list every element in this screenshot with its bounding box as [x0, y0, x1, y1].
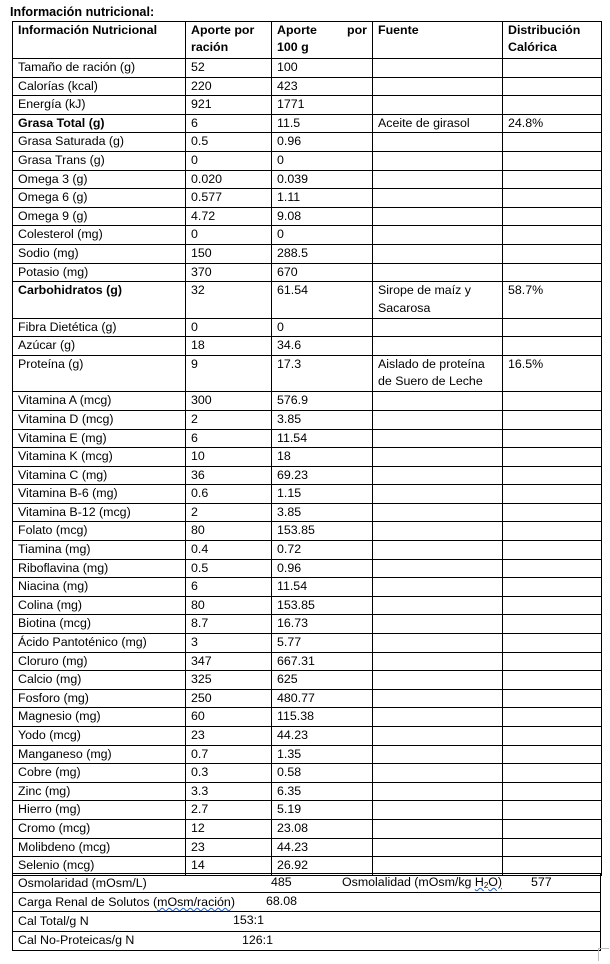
nutrient-name-cell: Vitamina E (mg): [13, 429, 186, 448]
nutrient-name-cell: Ácido Pantoténico (mg): [13, 634, 186, 653]
table-row: [13, 652, 602, 671]
caloric-distribution-cell: [503, 764, 602, 783]
table-row: [13, 114, 602, 133]
source-cell: [373, 170, 503, 189]
source-cell: [373, 559, 503, 578]
source-cell: [373, 801, 503, 820]
per-100g-cell: 44.23: [272, 727, 373, 746]
table-row: [13, 745, 602, 764]
caloric-distribution-cell: [503, 801, 602, 820]
caloric-distribution-cell: [503, 578, 602, 597]
nutrient-name-cell: Hierro (mg): [13, 801, 186, 820]
per-portion-cell: 220: [186, 77, 272, 96]
per-portion-cell: 4.72: [186, 207, 272, 226]
caloric-distribution-cell: [503, 522, 602, 541]
table-row: [13, 96, 602, 115]
table-row: [13, 503, 602, 522]
per-100g-cell: 1.35: [272, 745, 373, 764]
caloric-distribution-cell: [503, 541, 602, 560]
per-100g-cell: 5.77: [272, 634, 373, 653]
header-source: Fuente: [373, 22, 503, 59]
cal-nonprotein-value: 126:1: [242, 932, 274, 947]
source-cell: [373, 226, 503, 245]
table-row: [13, 263, 602, 282]
per-100g-cell: 423: [272, 77, 373, 96]
per-100g-cell: 0.58: [272, 764, 373, 783]
source-cell: Aislado de proteína de Suero de Leche: [373, 355, 503, 392]
nutrient-name-cell: Calcio (mg): [13, 671, 186, 690]
caloric-distribution-cell: [503, 819, 602, 838]
caloric-distribution-cell: [503, 410, 602, 429]
table-row: [13, 282, 602, 319]
per-100g-cell: 1771: [272, 96, 373, 115]
caloric-distribution-cell: [503, 77, 602, 96]
per-100g-cell: 115.38: [272, 708, 373, 727]
nutrient-name-cell: Carbohidratos (g): [13, 282, 186, 319]
caloric-distribution-cell: 16.5%: [503, 355, 602, 392]
table-row: [13, 801, 602, 820]
nutrient-name-cell: Vitamina C (mg): [13, 466, 186, 485]
nutrient-name-cell: Sodio (mg): [13, 244, 186, 263]
source-cell: [373, 782, 503, 801]
table-row: [13, 429, 602, 448]
summary-row-cal-nonprotein: [13, 931, 601, 950]
per-portion-cell: 0.577: [186, 189, 272, 208]
nutrient-name-cell: Cloruro (mg): [13, 652, 186, 671]
per-100g-cell: 5.19: [272, 801, 373, 820]
per-portion-cell: 150: [186, 244, 272, 263]
table-row: [13, 355, 602, 392]
source-cell: [373, 429, 503, 448]
source-cell: [373, 727, 503, 746]
osmolarity-label: Osmolaridad (mOsm/L): [18, 875, 147, 890]
nutrient-name-cell: Energía (kJ): [13, 96, 186, 115]
caloric-distribution-cell: [503, 151, 602, 170]
per-100g-cell: 34.6: [272, 337, 373, 356]
caloric-distribution-cell: [503, 189, 602, 208]
table-row: [13, 522, 602, 541]
source-cell: [373, 59, 503, 78]
source-cell: [373, 392, 503, 411]
caloric-distribution-cell: [503, 634, 602, 653]
table-row: [13, 615, 602, 634]
nutrient-name-cell: Yodo (mcg): [13, 727, 186, 746]
header-per-100g-word1: Aporte: [277, 23, 317, 37]
per-portion-cell: 0: [186, 226, 272, 245]
caloric-distribution-cell: [503, 652, 602, 671]
caloric-distribution-cell: [503, 448, 602, 467]
table-row: [13, 337, 602, 356]
per-portion-cell: 52: [186, 59, 272, 78]
caloric-distribution-cell: [503, 689, 602, 708]
nutrient-name-cell: Grasa Saturada (g): [13, 133, 186, 152]
page-corner-mark: [598, 948, 609, 961]
per-100g-cell: 667.31: [272, 652, 373, 671]
caloric-distribution-cell: [503, 392, 602, 411]
nutrient-name-cell: Riboflavina (mg): [13, 559, 186, 578]
source-cell: [373, 764, 503, 783]
source-cell: [373, 77, 503, 96]
source-cell: [373, 410, 503, 429]
source-cell: [373, 337, 503, 356]
per-100g-cell: 153.85: [272, 522, 373, 541]
per-100g-cell: 17.3: [272, 355, 373, 392]
caloric-distribution-cell: [503, 133, 602, 152]
per-100g-cell: 576.9: [272, 392, 373, 411]
source-cell: [373, 671, 503, 690]
per-100g-cell: 23.08: [272, 819, 373, 838]
source-cell: [373, 207, 503, 226]
table-row: [13, 634, 602, 653]
nutrition-table: [12, 21, 602, 876]
per-portion-cell: 0.5: [186, 133, 272, 152]
source-cell: [373, 819, 503, 838]
per-portion-cell: 0.5: [186, 559, 272, 578]
per-portion-cell: 80: [186, 522, 272, 541]
document-heading: Información nutricional:: [10, 5, 155, 19]
per-100g-cell: 18: [272, 448, 373, 467]
caloric-distribution-cell: [503, 96, 602, 115]
table-row: [13, 59, 602, 78]
nutrient-name-cell: Grasa Trans (g): [13, 151, 186, 170]
table-row: [13, 77, 602, 96]
per-portion-cell: 370: [186, 263, 272, 282]
per-100g-cell: 1.15: [272, 485, 373, 504]
per-100g-cell: 11.54: [272, 578, 373, 597]
nutrient-name-cell: Folato (mcg): [13, 522, 186, 541]
table-row: [13, 207, 602, 226]
source-cell: [373, 189, 503, 208]
source-cell: [373, 596, 503, 615]
source-cell: [373, 708, 503, 727]
nutrient-name-cell: Fosforo (mg): [13, 689, 186, 708]
table-row: [13, 151, 602, 170]
source-cell: [373, 634, 503, 653]
table-body: [13, 59, 602, 876]
caloric-distribution-cell: [503, 226, 602, 245]
per-portion-cell: 0.4: [186, 541, 272, 560]
per-portion-cell: 80: [186, 596, 272, 615]
nutrient-name-cell: Tamaño de ración (g): [13, 59, 186, 78]
per-100g-cell: 3.85: [272, 410, 373, 429]
caloric-distribution-cell: [503, 745, 602, 764]
source-cell: [373, 96, 503, 115]
per-100g-cell: 26.92: [272, 857, 373, 876]
nutrient-name-cell: Vitamina D (mcg): [13, 410, 186, 429]
table-row: [13, 708, 602, 727]
nutrient-name-cell: Selenio (mcg): [13, 857, 186, 876]
header-per-100g-word3: 100 g: [277, 40, 309, 54]
nutrient-name-cell: Calorías (kcal): [13, 77, 186, 96]
per-100g-cell: 6.35: [272, 782, 373, 801]
table-row: [13, 133, 602, 152]
caloric-distribution-cell: [503, 708, 602, 727]
header-caloric-distribution: Distribución Calórica: [503, 22, 602, 59]
table-row: [13, 170, 602, 189]
summary-row-cal-total: [13, 912, 601, 931]
caloric-distribution-cell: [503, 727, 602, 746]
summary-table: [12, 873, 601, 951]
source-cell: [373, 263, 503, 282]
per-portion-cell: 10: [186, 448, 272, 467]
header-per-100g: [272, 22, 373, 59]
cal-nonprotein-label: Cal No-Proteicas/g N: [18, 933, 135, 948]
table-row: [13, 764, 602, 783]
caloric-distribution-cell: 58.7%: [503, 282, 602, 319]
per-portion-cell: 9: [186, 355, 272, 392]
source-cell: [373, 318, 503, 337]
table-row: [13, 226, 602, 245]
per-portion-cell: 921: [186, 96, 272, 115]
nutrient-name-cell: Zinc (mg): [13, 782, 186, 801]
nutrient-name-cell: Azúcar (g): [13, 337, 186, 356]
header-per-portion: Aporte por ración: [186, 22, 272, 59]
per-portion-cell: 300: [186, 392, 272, 411]
caloric-distribution-cell: [503, 671, 602, 690]
table-row: [13, 782, 602, 801]
per-100g-cell: 0: [272, 226, 373, 245]
table-row: [13, 448, 602, 467]
per-100g-cell: 1.11: [272, 189, 373, 208]
per-portion-cell: 0: [186, 151, 272, 170]
source-cell: [373, 652, 503, 671]
caloric-distribution-cell: [503, 559, 602, 578]
nutrient-name-cell: Omega 6 (g): [13, 189, 186, 208]
nutrient-name-cell: Molibdeno (mcg): [13, 838, 186, 857]
source-cell: [373, 522, 503, 541]
caloric-distribution-cell: [503, 59, 602, 78]
renal-load-label: Carga Renal de Solutos (mOsm/ración): [18, 894, 235, 909]
header-nutrient: Información Nutricional: [13, 22, 186, 59]
per-portion-cell: 325: [186, 671, 272, 690]
caloric-distribution-cell: 24.8%: [503, 114, 602, 133]
nutrient-name-cell: Colina (mg): [13, 596, 186, 615]
caloric-distribution-cell: [503, 782, 602, 801]
table-row: [13, 559, 602, 578]
source-cell: [373, 838, 503, 857]
table-row: [13, 485, 602, 504]
caloric-distribution-cell: [503, 503, 602, 522]
per-100g-cell: 288.5: [272, 244, 373, 263]
source-cell: [373, 503, 503, 522]
per-100g-cell: 0.72: [272, 541, 373, 560]
table-row: [13, 410, 602, 429]
table-row: [13, 541, 602, 560]
summary-row-osmolarity: [13, 874, 601, 893]
per-100g-cell: 11.5: [272, 114, 373, 133]
per-portion-cell: 6: [186, 429, 272, 448]
per-100g-cell: 61.54: [272, 282, 373, 319]
per-100g-cell: 625: [272, 671, 373, 690]
caloric-distribution-cell: [503, 466, 602, 485]
table-row: [13, 189, 602, 208]
per-portion-cell: 23: [186, 727, 272, 746]
caloric-distribution-cell: [503, 244, 602, 263]
per-portion-cell: 6: [186, 578, 272, 597]
table-row: [13, 671, 602, 690]
per-portion-cell: 0.020: [186, 170, 272, 189]
caloric-distribution-cell: [503, 337, 602, 356]
per-portion-cell: 0.7: [186, 745, 272, 764]
per-portion-cell: 250: [186, 689, 272, 708]
per-portion-cell: 3.3: [186, 782, 272, 801]
per-portion-cell: 2.7: [186, 801, 272, 820]
source-cell: [373, 133, 503, 152]
table-row: [13, 392, 602, 411]
table-row: [13, 466, 602, 485]
caloric-distribution-cell: [503, 170, 602, 189]
source-cell: [373, 466, 503, 485]
per-portion-cell: 6: [186, 114, 272, 133]
source-cell: [373, 689, 503, 708]
nutrient-name-cell: Biotina (mcg): [13, 615, 186, 634]
cal-total-value: 153:1: [233, 913, 265, 928]
caloric-distribution-cell: [503, 596, 602, 615]
per-100g-cell: 3.85: [272, 503, 373, 522]
per-portion-cell: 18: [186, 337, 272, 356]
caloric-distribution-cell: [503, 318, 602, 337]
osmolarity-value: 485: [271, 875, 292, 889]
per-100g-cell: 0: [272, 151, 373, 170]
table-row: [13, 819, 602, 838]
source-cell: [373, 151, 503, 170]
per-100g-cell: 11.54: [272, 429, 373, 448]
renal-load-value: 68.08: [266, 894, 298, 909]
per-portion-cell: 2: [186, 410, 272, 429]
nutrient-name-cell: Vitamina K (mcg): [13, 448, 186, 467]
per-portion-cell: 32: [186, 282, 272, 319]
caloric-distribution-cell: [503, 838, 602, 857]
per-portion-cell: 0.3: [186, 764, 272, 783]
nutrient-name-cell: Vitamina B-6 (mg): [13, 485, 186, 504]
nutrient-name-cell: Niacina (mg): [13, 578, 186, 597]
table-header-row: [13, 22, 602, 59]
nutrient-name-cell: Cobre (mg): [13, 764, 186, 783]
per-100g-cell: 69.23: [272, 466, 373, 485]
header-per-100g-word2: por: [347, 23, 367, 37]
source-cell: [373, 615, 503, 634]
per-100g-cell: 0.96: [272, 133, 373, 152]
per-portion-cell: 0.6: [186, 485, 272, 504]
caloric-distribution-cell: [503, 429, 602, 448]
per-100g-cell: 153.85: [272, 596, 373, 615]
osmolality-value: 577: [531, 875, 552, 889]
per-portion-cell: 60: [186, 708, 272, 727]
per-100g-cell: 670: [272, 263, 373, 282]
per-portion-cell: 23: [186, 838, 272, 857]
table-row: [13, 244, 602, 263]
per-100g-cell: 100: [272, 59, 373, 78]
caloric-distribution-cell: [503, 207, 602, 226]
per-100g-cell: 0.96: [272, 559, 373, 578]
per-portion-cell: 347: [186, 652, 272, 671]
per-100g-cell: 480.77: [272, 689, 373, 708]
per-100g-cell: 9.08: [272, 207, 373, 226]
per-100g-cell: 16.73: [272, 615, 373, 634]
per-portion-cell: 0: [186, 318, 272, 337]
per-100g-cell: 0.039: [272, 170, 373, 189]
per-portion-cell: 36: [186, 466, 272, 485]
nutrient-name-cell: Vitamina B-12 (mcg): [13, 503, 186, 522]
nutrient-name-cell: Cromo (mcg): [13, 819, 186, 838]
nutrient-name-cell: Manganeso (mg): [13, 745, 186, 764]
per-portion-cell: 8.7: [186, 615, 272, 634]
table-row: [13, 689, 602, 708]
table-row: [13, 727, 602, 746]
source-cell: Sirope de maíz y Sacarosa: [373, 282, 503, 319]
nutrient-name-cell: Magnesio (mg): [13, 708, 186, 727]
per-portion-cell: 2: [186, 503, 272, 522]
table-row: [13, 318, 602, 337]
nutrient-name-cell: Potasio (mg): [13, 263, 186, 282]
caloric-distribution-cell: [503, 263, 602, 282]
table-row: [13, 838, 602, 857]
table-row: [13, 578, 602, 597]
source-cell: [373, 745, 503, 764]
nutrient-name-cell: Proteína (g): [13, 355, 186, 392]
per-portion-cell: 12: [186, 819, 272, 838]
caloric-distribution-cell: [503, 615, 602, 634]
per-portion-cell: 3: [186, 634, 272, 653]
source-cell: Aceite de girasol: [373, 114, 503, 133]
source-cell: [373, 578, 503, 597]
source-cell: [373, 448, 503, 467]
nutrient-name-cell: Colesterol (mg): [13, 226, 186, 245]
source-cell: [373, 541, 503, 560]
summary-row-renal-load: [13, 893, 601, 912]
cal-total-label: Cal Total/g N: [18, 913, 89, 928]
source-cell: [373, 485, 503, 504]
per-100g-cell: 0: [272, 318, 373, 337]
nutrient-name-cell: Fibra Dietética (g): [13, 318, 186, 337]
per-100g-cell: 44.23: [272, 838, 373, 857]
nutrient-name-cell: Tiamina (mg): [13, 541, 186, 560]
nutrient-name-cell: Omega 3 (g): [13, 170, 186, 189]
osmolality-label: Osmolalidad (mOsm/kg $H_2O$): [342, 875, 503, 890]
per-portion-cell: 14: [186, 857, 272, 876]
nutrient-name-cell: Omega 9 (g): [13, 207, 186, 226]
table-row: [13, 596, 602, 615]
source-cell: [373, 244, 503, 263]
nutrient-name-cell: Vitamina A (mcg): [13, 392, 186, 411]
nutrient-name-cell: Grasa Total (g): [13, 114, 186, 133]
caloric-distribution-cell: [503, 485, 602, 504]
